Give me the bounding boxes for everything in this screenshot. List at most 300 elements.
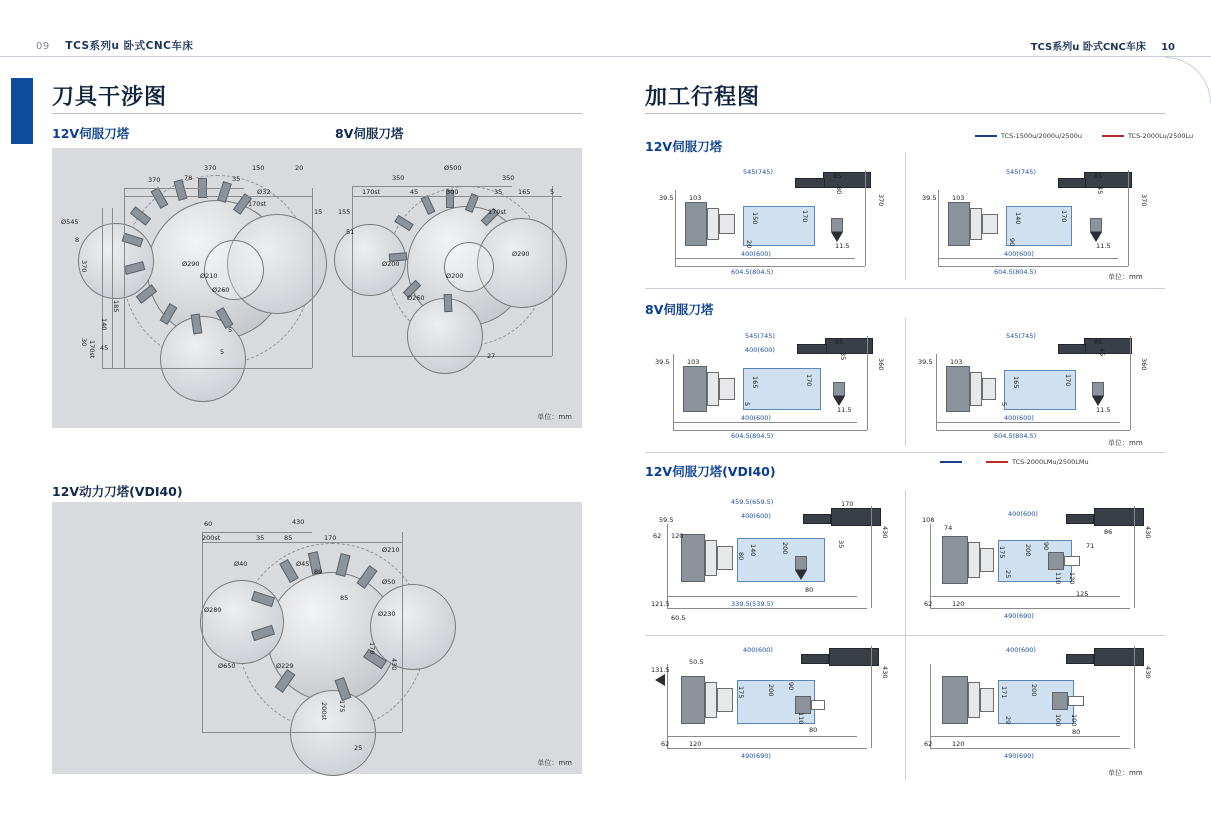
dim-line (675, 266, 865, 267)
header-right (1031, 38, 1175, 53)
dim-text: 86 (1104, 528, 1113, 536)
unit-note-8v: 单位：mm (1108, 439, 1143, 447)
dim-text: 400(600) (1004, 250, 1034, 258)
dim-line (675, 190, 676, 266)
legend-top (975, 132, 1207, 140)
chuck (980, 548, 994, 572)
dim-line (202, 532, 203, 732)
right-section-title: 加工行程图 (645, 85, 761, 110)
dim-text: 400(600) (1004, 414, 1034, 422)
dim-text: Ø45 (296, 560, 310, 568)
dim-text: Ø32 (257, 188, 271, 196)
dim-line (867, 336, 868, 430)
headstock-body (685, 202, 707, 246)
spindle-nose (970, 208, 982, 240)
dim-text: 170st (488, 208, 507, 216)
dim-text: 175 (737, 686, 745, 699)
headstock-body (942, 536, 968, 584)
dim-text: 300 (446, 188, 459, 196)
dim-line (675, 258, 855, 259)
figure-vdi-b (908, 490, 1166, 630)
tool-holder (833, 382, 845, 396)
dim-text: 360 (1140, 358, 1148, 371)
legend-label: TCS-2000LMu/2500LMu (1012, 458, 1089, 466)
dim-line (930, 596, 1120, 597)
dim-line (352, 186, 512, 187)
dim-text: 85 (833, 172, 842, 180)
dim-text: 51 (346, 228, 355, 236)
dim-line (930, 748, 1130, 749)
dim-text: 170 (841, 500, 854, 508)
dim-text: 39.5 (655, 358, 670, 366)
dim-text: 140 (100, 318, 108, 331)
dim-line (938, 258, 1118, 259)
legend-swatch-blue (975, 135, 997, 137)
dim-text: Ø200 (382, 260, 400, 268)
dim-text: 200 (1024, 544, 1032, 557)
headstock-body (681, 534, 705, 582)
dim-text: Ø50 (382, 578, 396, 586)
dim-text: 171 (1000, 686, 1008, 699)
header-right-page-number: 10 (1161, 42, 1175, 53)
dim-text: 604.5(804.5) (731, 268, 774, 276)
inner-circle-2 (444, 242, 494, 292)
dim-text: 400(600) (745, 346, 775, 354)
dim-text: 35 (256, 534, 265, 542)
divider-8v-bottom (645, 452, 1165, 453)
dim-text: 604.5(804.5) (994, 432, 1037, 440)
dim-text: 170st (362, 188, 381, 196)
dim-line (930, 608, 1130, 609)
dim-text: 39.5 (922, 194, 937, 202)
dim-text: 370 (148, 176, 161, 184)
dim-line (402, 532, 403, 732)
chuck (980, 688, 994, 712)
dim-text: 400(600) (1008, 510, 1038, 518)
dim-text: 121.5 (651, 600, 670, 608)
headstock-body (942, 676, 968, 724)
dim-text: Ø230 (378, 610, 396, 618)
dim-line (352, 356, 552, 357)
dim-text: 71 (1086, 542, 1095, 550)
headstock-body (948, 202, 970, 246)
dim-line (124, 188, 244, 189)
legend-label: TCS-2000Lu/2500Lu (1127, 132, 1194, 140)
dim-text: Ø200 (446, 272, 464, 280)
dim-text: 5 (743, 402, 751, 407)
dim-line (112, 208, 113, 368)
headstock-body (946, 366, 970, 412)
dim-text: 459.5(659.5) (731, 498, 774, 506)
dim-text: 165 (751, 376, 759, 389)
dim-text: Ø290 (182, 260, 200, 268)
dim-text: 170st (248, 200, 267, 208)
figure-12v-left (645, 150, 905, 285)
dim-text: 400(600) (1006, 646, 1036, 654)
dim-text: 29 (1004, 716, 1012, 725)
chuck-circle-left-3 (200, 580, 284, 664)
turret-arm (801, 654, 829, 664)
dim-line (202, 532, 312, 533)
dim-line (1134, 506, 1135, 608)
legend-swatch-red (986, 461, 1008, 463)
dim-text: 108 (922, 516, 935, 524)
dim-text: 175 (998, 546, 1006, 559)
chuck (982, 214, 998, 234)
dim-text: 11.5 (1096, 406, 1111, 414)
dim-text: 120 (1068, 572, 1076, 585)
dim-line (930, 736, 1120, 737)
dim-text: 200st (320, 702, 328, 721)
dim-text: 80 (835, 186, 843, 195)
dim-line (352, 186, 353, 356)
legend-bottom (940, 458, 1103, 466)
dim-text: 90 (1042, 542, 1050, 551)
dim-text: 170 (1060, 210, 1068, 223)
dim-text: 62 (661, 740, 670, 748)
left-panel-turret-interference (52, 148, 582, 428)
driven-tool-holder (1052, 692, 1068, 710)
dim-text: 85 (284, 534, 293, 542)
dim-text: 90 (787, 682, 795, 691)
dim-line (667, 524, 668, 608)
dim-text: 110 (1054, 572, 1062, 585)
figure-8v-right (908, 318, 1166, 448)
spindle-nose (705, 540, 717, 576)
spindle-nose (707, 372, 719, 406)
spindle-nose (968, 682, 980, 718)
tool-tip (795, 570, 807, 580)
dim-text: 74 (944, 524, 953, 532)
divider-8v-vertical (905, 318, 906, 446)
chuck-circle-bottom-3 (290, 690, 376, 776)
header-divider (0, 56, 1211, 57)
dim-text: 80 (809, 726, 818, 734)
dim-line (667, 748, 867, 749)
dim-text: 430 (1144, 666, 1152, 679)
dim-text: 175 (338, 700, 346, 713)
dim-text: Ø210 (200, 272, 218, 280)
dim-text: 110 (797, 712, 805, 725)
dim-text: 185 (112, 300, 120, 313)
tool-tip (833, 396, 845, 406)
dim-line (936, 422, 1120, 423)
dim-text: 62 (924, 740, 933, 748)
figure-12v-right (908, 150, 1166, 285)
chuck-circle-right-3 (370, 584, 456, 670)
dim-text: 545(745) (1006, 332, 1036, 340)
dim-text: 45 (410, 188, 419, 196)
dim-text: 339.5(539.5) (731, 600, 774, 608)
dim-text: 360 (877, 358, 885, 371)
dim-line (667, 664, 668, 748)
chuck (719, 214, 735, 234)
dim-text: 165 (518, 188, 531, 196)
dim-text: Ø260 (212, 286, 230, 294)
tool-holder (795, 556, 807, 570)
turret-arm (1058, 344, 1086, 354)
chuck (717, 546, 733, 570)
dim-text: 490(690) (1004, 752, 1034, 760)
dim-text: 350 (392, 174, 405, 182)
dim-text: 60 (204, 520, 213, 528)
dim-text: 200st (202, 534, 221, 542)
dim-text: 103 (950, 358, 963, 366)
dim-text: 11.5 (835, 242, 850, 250)
dim-text: 370 (877, 194, 885, 207)
dim-text: 62 (924, 600, 933, 608)
dim-text: 125 (1076, 590, 1089, 598)
turret-arm (1066, 654, 1094, 664)
dim-text: Ø545 (61, 218, 79, 226)
dim-text: 89 (314, 568, 323, 576)
dim-text: Ø210 (382, 546, 400, 554)
dim-text: 11.5 (1096, 242, 1111, 250)
dim-text: 85 (340, 594, 349, 602)
dim-text: 140 (749, 544, 757, 557)
dim-line (1130, 336, 1131, 430)
legend-swatch-red (1102, 135, 1124, 137)
figure-vdi-d (908, 638, 1166, 783)
turret-arm (795, 178, 825, 188)
dim-text: 170 (324, 534, 337, 542)
dim-text: 200 (767, 684, 775, 697)
dim-text: 5 (220, 348, 225, 356)
dim-text: 120 (952, 600, 965, 608)
dim-line (124, 188, 125, 368)
dim-text: 35 (839, 352, 847, 361)
dim-text: 545(745) (745, 332, 775, 340)
header-left-title: TCS系列u 卧式CNC车床 (65, 40, 194, 52)
dim-line (667, 608, 867, 609)
dim-text: 85 (1094, 338, 1103, 346)
dim-text: 430 (1144, 526, 1152, 539)
dim-text: 50.5 (689, 658, 704, 666)
legend-swatch-blue (940, 461, 962, 463)
dim-line (936, 354, 937, 430)
legend-item (940, 461, 966, 463)
dim-text: 370 (204, 164, 217, 172)
tailstock-tip (655, 674, 665, 686)
dim-line (667, 736, 857, 737)
dim-text: 20 (745, 240, 753, 249)
left-title-rule (52, 113, 582, 114)
figure-vdi-c (645, 638, 905, 778)
dim-line (938, 190, 939, 266)
legend-item (1102, 132, 1193, 140)
dim-line (673, 422, 857, 423)
dim-text: 120 (689, 740, 702, 748)
dim-text: 103 (689, 194, 702, 202)
turret-housing (1094, 648, 1144, 666)
dim-text: 155 (338, 208, 351, 216)
dim-text: 15 (314, 208, 323, 216)
dim-text: 120 (952, 740, 965, 748)
dim-line (938, 266, 1128, 267)
spindle-nose (705, 682, 717, 718)
tool-tip (831, 232, 843, 242)
dim-text: 39.5 (918, 358, 933, 366)
dim-text: 45 (1096, 186, 1104, 195)
unit-note-panel1: 单位：mm (537, 413, 572, 421)
dim-line (202, 542, 402, 543)
turret-housing (1084, 172, 1132, 188)
dim-line (312, 188, 313, 368)
dim-text: 25 (354, 744, 363, 752)
chuck-circle-bottom-1 (160, 316, 246, 402)
dim-line (865, 170, 866, 266)
unit-note-12v: 单位：mm (1108, 273, 1143, 281)
right-title-rule (645, 113, 1165, 114)
dim-text: 39.5 (659, 194, 674, 202)
dim-line (102, 368, 312, 369)
dim-line (552, 186, 553, 356)
dim-text: 78 (184, 174, 193, 182)
dim-text: 27 (487, 352, 496, 360)
dim-text: Ø260 (407, 294, 425, 302)
dim-text: 35 (494, 188, 503, 196)
dim-text: 604.5(804.5) (731, 432, 774, 440)
left-panel-power-turret (52, 502, 582, 774)
dim-text: 8 (75, 236, 80, 244)
dim-text: 20 (295, 164, 304, 172)
dim-text: 140 (1014, 212, 1022, 225)
dim-text: 85 (1094, 172, 1103, 180)
turret-arm (1058, 178, 1086, 188)
dim-text: 170 (1064, 374, 1072, 387)
dim-text: 45 (1098, 348, 1106, 357)
divider-12v-vertical (905, 152, 906, 280)
dim-text: 400(600) (741, 250, 771, 258)
unit-note-vdi: 单位：mm (1108, 769, 1143, 777)
unit-note-panel2: 单位：mm (537, 759, 572, 767)
dim-text: 5 (228, 326, 233, 334)
turret-housing (825, 338, 873, 354)
legend-label: TCS-1500u/2000u/2500u (1001, 132, 1082, 140)
dim-line (124, 196, 312, 197)
dim-text: 85 (835, 338, 844, 346)
dim-text: 80 (805, 586, 814, 594)
dim-text: 150 (252, 164, 265, 172)
header-right-title: TCS系列u 卧式CNC车床 (1030, 42, 1146, 53)
dim-line (667, 596, 857, 597)
dim-text: 103 (687, 358, 700, 366)
dim-text: 545(745) (1006, 168, 1036, 176)
turret-arm (797, 344, 827, 354)
right-subtitle-vdi40: 12V伺服刀塔(VDI40) (645, 464, 776, 479)
legend-item (975, 132, 1082, 140)
chuck (717, 688, 733, 712)
dim-text: 103 (952, 194, 965, 202)
legend-item (986, 458, 1089, 466)
dim-text: 170 (368, 642, 376, 655)
dim-text: 5 (1000, 402, 1008, 407)
page-header (0, 0, 1211, 57)
dim-text: 490(690) (741, 752, 771, 760)
driven-tool (1064, 556, 1080, 566)
driven-tool (1068, 696, 1084, 706)
dim-text: 545(745) (743, 168, 773, 176)
dim-line (1134, 646, 1135, 748)
turret-housing (823, 172, 871, 188)
dim-text: 5 (550, 188, 555, 196)
dim-text: 150 (751, 212, 759, 225)
dim-text: 90 (1008, 238, 1016, 247)
turret-housing (1084, 338, 1132, 357)
figure-vdi-a (645, 490, 905, 630)
dim-text: 25 (1004, 570, 1012, 579)
spindle-nose (970, 372, 982, 406)
dim-text: 35 (232, 175, 241, 183)
dim-text: 35 (837, 540, 845, 549)
left-subtitle-12v: 12V伺服刀塔 (52, 126, 130, 141)
dim-text: 62 (653, 532, 662, 540)
tool-blade (444, 294, 453, 312)
dim-line (202, 732, 402, 733)
dim-text: 430 (390, 658, 398, 671)
header-left (36, 38, 193, 53)
tool-holder (1092, 382, 1104, 396)
tool-tip (1092, 396, 1104, 406)
headstock-body (683, 366, 707, 412)
dim-line (871, 646, 872, 748)
dim-text: 170 (805, 374, 813, 387)
dim-text: 131.5 (651, 666, 670, 674)
dim-line (673, 430, 867, 431)
dim-text: 59.5 (659, 516, 674, 524)
right-subtitle-8v: 8V伺服刀塔 (645, 302, 714, 317)
dim-text: 100 (1070, 714, 1078, 727)
header-left-page-number: 09 (36, 41, 50, 52)
dim-text: Ø650 (218, 662, 236, 670)
divider-12v-bottom (645, 288, 1165, 289)
dim-text: Ø40 (234, 560, 248, 568)
dim-text: 400(600) (741, 512, 771, 520)
spindle-nose (968, 542, 980, 578)
dim-text: Ø290 (512, 250, 530, 258)
spindle-nose (707, 208, 719, 240)
dim-text: 170st (88, 340, 96, 359)
dim-text: 490(690) (1004, 612, 1034, 620)
turret-arm (803, 514, 831, 524)
turret-arm (1066, 514, 1094, 524)
dim-text: 45 (100, 344, 109, 352)
dim-text: 80 (737, 552, 745, 561)
left-subtitle-8v: 8V伺服刀塔 (335, 126, 404, 141)
dim-line (936, 430, 1130, 431)
dim-text: 400(600) (743, 646, 773, 654)
dim-line (930, 524, 931, 608)
dim-text: 60.5 (671, 614, 686, 622)
dim-text: 165 (1012, 376, 1020, 389)
dim-text: 430 (292, 518, 305, 526)
dim-text: 200 (1030, 684, 1038, 697)
dim-line (673, 354, 674, 430)
tool-holder (831, 218, 843, 232)
turret-housing (1094, 508, 1144, 526)
chuck (719, 378, 735, 400)
chuck (982, 378, 996, 400)
dim-text: 350 (502, 174, 515, 182)
dim-text: 11.5 (837, 406, 852, 414)
dim-line (1128, 170, 1129, 266)
divider-vdi-horizontal (645, 635, 1165, 636)
dim-text: 120 (671, 532, 684, 540)
driven-tool-holder (1048, 552, 1064, 570)
dim-line (930, 664, 931, 748)
tool-holder (1090, 218, 1102, 232)
figure-8v-left (645, 318, 905, 448)
